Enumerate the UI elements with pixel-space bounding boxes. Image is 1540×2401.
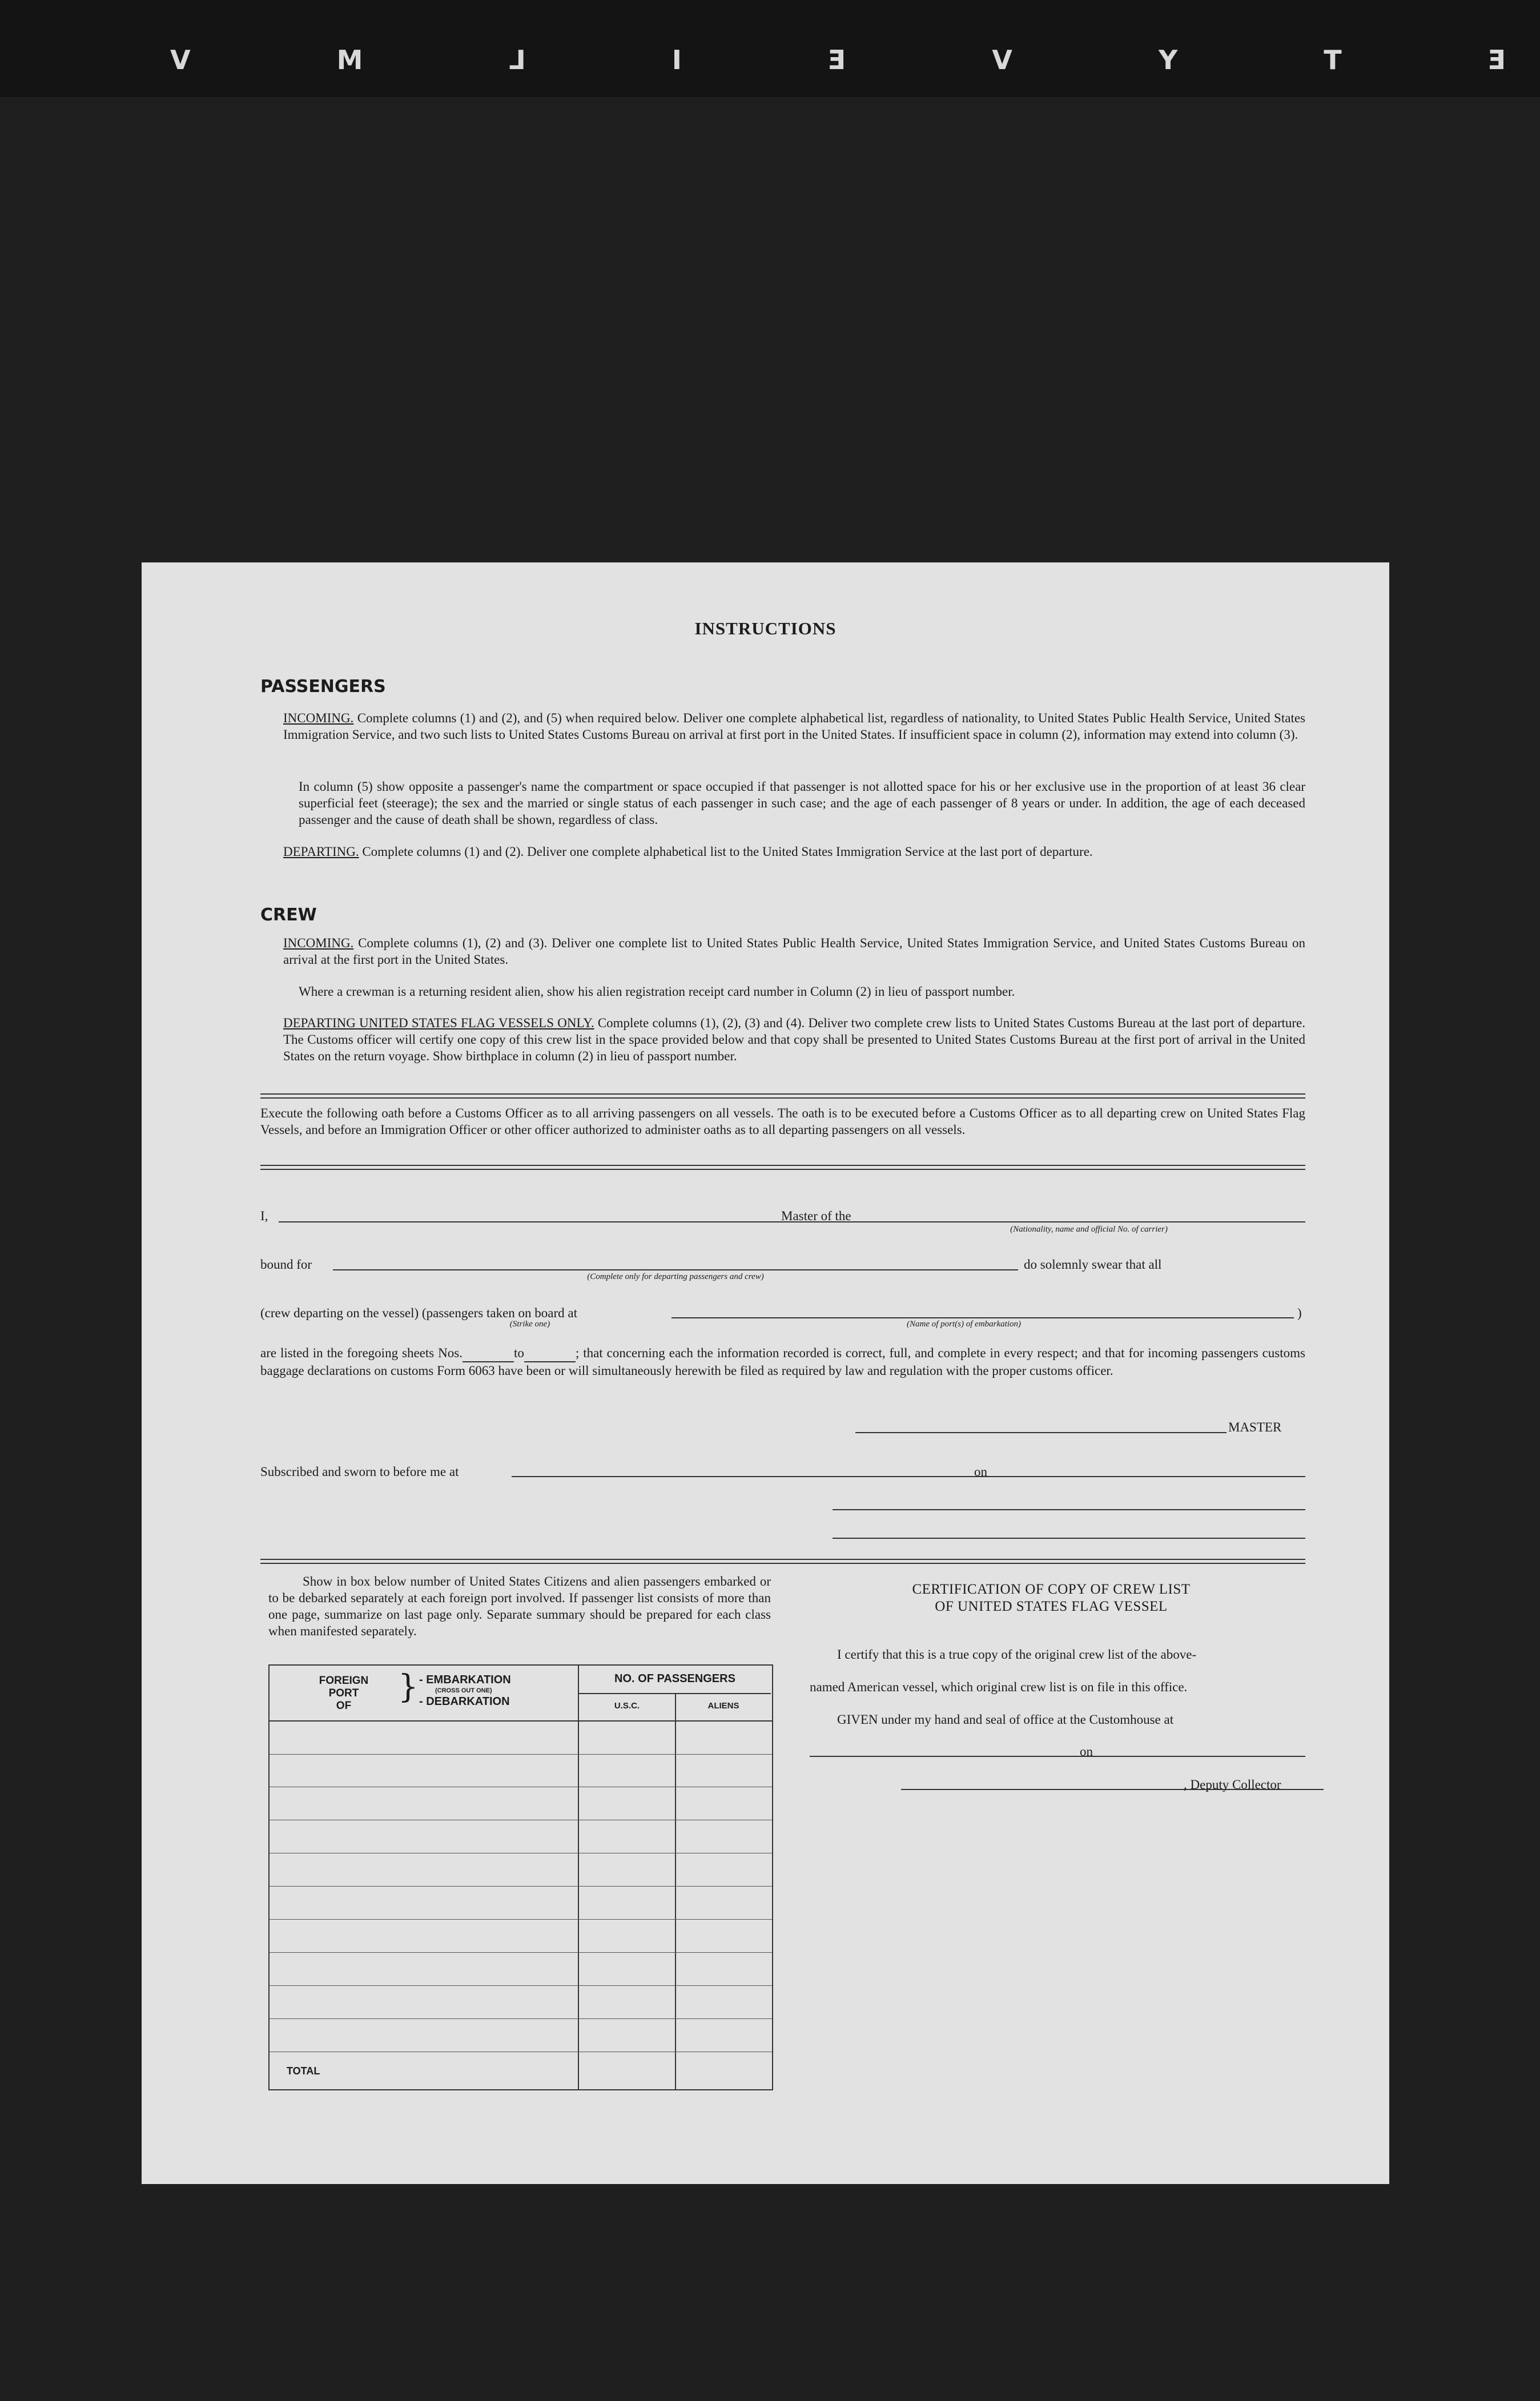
- certification-text-1: I certify that this is a true copy of the original crew list of the above-: [837, 1647, 1197, 1662]
- crew-incoming-label: INCOMING.: [283, 936, 354, 950]
- debarkation-label: - DEBARKATION: [419, 1695, 510, 1708]
- port-caption: (Name of port(s) of embarkation): [907, 1320, 1021, 1329]
- officer-title-line: [833, 1538, 1305, 1539]
- master-signature-line: [855, 1432, 1227, 1433]
- table-row: [270, 1886, 772, 1887]
- crew-departing: [283, 1015, 1305, 1064]
- crew-resident: Where a crewman is a returning resident alien, show his alien registration receipt card number in Column (2) in lieu of passport number.: [299, 984, 1015, 999]
- divider: [260, 1559, 1305, 1564]
- oath-master-of: Master of the: [781, 1209, 851, 1223]
- passengers-incoming-label: INCOMING.: [283, 711, 354, 725]
- port-label: PORT: [328, 1687, 359, 1699]
- crew-departing-text: Complete columns (1), (2), (3) and (4). Deliver two complete crew lists to United States Customs Bureau at the last port of departure. The Customs officer will certify one copy of this crew list in the space provided below and that copy shall be presented to United States Customs Bureau at the first port of arrival in the United States on the return voyage. Show birthplace in column (2) in lieu of passport number.: [283, 1016, 1306, 1063]
- oath-i-label: I,: [260, 1209, 268, 1223]
- page-title: INSTRUCTIONS: [694, 618, 837, 638]
- sheet-to-line: [524, 1345, 576, 1362]
- passengers-departing: [283, 843, 1305, 860]
- certification-on: on: [1080, 1744, 1093, 1759]
- table-row: [270, 1754, 772, 1755]
- oath-instruction: Execute the following oath before a Customs Officer as to all arriving passengers on all vessels. The oath is to be executed before a Customs Officer as to all departing crew on United States Flag Vessels, and before an Immigration Officer or other officer authorized to administer oaths as to all departing passengers on all vessels.: [260, 1106, 1305, 1137]
- deputy-collector-label: , Deputy Collector: [1184, 1777, 1281, 1792]
- bound-for-line: [333, 1269, 1018, 1270]
- divider: [260, 1093, 1305, 1099]
- brace-glyph: }: [398, 1668, 419, 1706]
- certification-given: GIVEN under my hand and seal of office at the Customhouse at: [837, 1712, 1174, 1727]
- header-bottom: [270, 1720, 772, 1722]
- crew-incoming-text: Complete columns (1), (2) and (3). Deliver one complete list to United States Public Health Service, United States Immigration Service, and United States Customs Bureau on arrival at the first port in the United States.: [283, 936, 1305, 967]
- foreign-port-of: [309, 1675, 378, 1712]
- officer-signature-line: [833, 1509, 1305, 1510]
- aliens-header: ALIENS: [707, 1701, 739, 1711]
- crew-incoming: [283, 935, 1305, 968]
- document-page: [142, 562, 1389, 2184]
- no-passengers-header: NO. OF PASSENGERS: [614, 1672, 735, 1685]
- port-line: [672, 1317, 1294, 1318]
- film-edge: [0, 0, 1540, 97]
- crew-departing-label: DEPARTING UNITED STATES FLAG VESSELS ONLY.: [283, 1016, 594, 1030]
- passenger-summary-table: [268, 1664, 773, 2090]
- strike-one: (Strike one): [509, 1320, 550, 1329]
- summary-instruction: Show in box below number of United States Citizens and alien passengers embarked or to be debarked separately at each foreign port involved. If passenger list consists of more than one page, summarize on last page only. Separate summary should be prepared for each class when manifested separately.: [268, 1574, 771, 1638]
- passengers-incoming-text: Complete columns (1) and (2), and (5) when required below. Deliver one complete alphabetical list, regardless of nationality, to United States Public Health Service, United States Immigration Service, and two such lists to United States Customs Bureau on arrival at first port in the United States. If insufficient space in column (2), information may extend into column (3).: [283, 711, 1305, 742]
- passengers-heading: PASSENGERS: [260, 677, 386, 697]
- table-header-port: [270, 1666, 579, 1722]
- foreign-label: FOREIGN: [319, 1675, 369, 1687]
- crew-heading: CREW: [260, 905, 317, 925]
- certification-title-1: CERTIFICATION OF COPY OF CREW LIST: [912, 1582, 1191, 1597]
- passengers-departing-text: Complete columns (1) and (2). Deliver one complete alphabetical list to the United States Immigration Service at the last port of departure.: [362, 844, 1093, 859]
- oath-close-paren: ): [1297, 1306, 1302, 1320]
- oath-crew-departing: (crew departing on the vessel) (passengers taken on board at: [260, 1306, 577, 1320]
- vessel-line: [872, 1221, 1305, 1222]
- sheet-from-line: [463, 1345, 514, 1362]
- total-label: TOTAL: [287, 2065, 320, 2077]
- divider: [260, 1165, 1305, 1170]
- listed-prefix: are listed in the foregoing sheets Nos.: [260, 1346, 463, 1360]
- master-label: MASTER: [1228, 1420, 1282, 1434]
- passengers-departing-label: DEPARTING.: [283, 844, 359, 859]
- subscribed-date-line: [995, 1476, 1305, 1477]
- subscribed-label: Subscribed and sworn to before me at: [260, 1465, 459, 1479]
- usc-header: U.S.C.: [614, 1701, 640, 1711]
- oath-listed: [260, 1345, 1305, 1379]
- film-edge-print: E T Y V E I L M V: [101, 45, 1506, 75]
- cross-out-label: (CROSS OUT ONE): [435, 1687, 492, 1694]
- bound-caption: (Complete only for departing passengers and crew): [587, 1272, 764, 1281]
- table-row: [270, 1919, 772, 1920]
- col-divider: [578, 1666, 579, 2089]
- listed-to: to: [513, 1346, 524, 1360]
- nationality-caption: (Nationality, name and official No. of carrier): [1010, 1225, 1168, 1234]
- table-row: [270, 1985, 772, 1986]
- listed-suffix: ; that concerning each the information recorded is correct, full, and complete in every respect; and that for incoming passengers customs baggage declarations on customs Form 6063 have been or will simultaneously herewith be filed as required by law and regulation with the proper customs officer.: [260, 1346, 1305, 1378]
- oath-swear: do solemnly swear that all: [1024, 1257, 1162, 1272]
- certification-date-line: [1107, 1756, 1305, 1757]
- table-row: [270, 2018, 772, 2019]
- of-label: OF: [336, 1700, 352, 1712]
- embarkation-label: - EMBARKATION: [419, 1674, 511, 1686]
- table-row: [270, 1952, 772, 1953]
- subscribed-on: on: [974, 1465, 987, 1479]
- certification-title-2: OF UNITED STATES FLAG VESSEL: [935, 1599, 1168, 1614]
- passengers-column5: In column (5) show opposite a passenger's name the compartment or space occupied if that passenger is not allotted space for his or her exclusive use in the proportion of at least 36 clear superficial feet (steerage); the sex and the married or single status of each passenger in such case; and the age of each passenger of 8 years or under. In addition, the age of each deceased passenger and the cause of death shall be shown, regardless of class.: [299, 779, 1305, 827]
- oath-bound-for: bound for: [260, 1257, 312, 1272]
- col-divider: [675, 1693, 676, 2089]
- passengers-incoming: [283, 710, 1305, 743]
- certification-text-2: named American vessel, which original crew list is on file in this office.: [810, 1680, 1188, 1694]
